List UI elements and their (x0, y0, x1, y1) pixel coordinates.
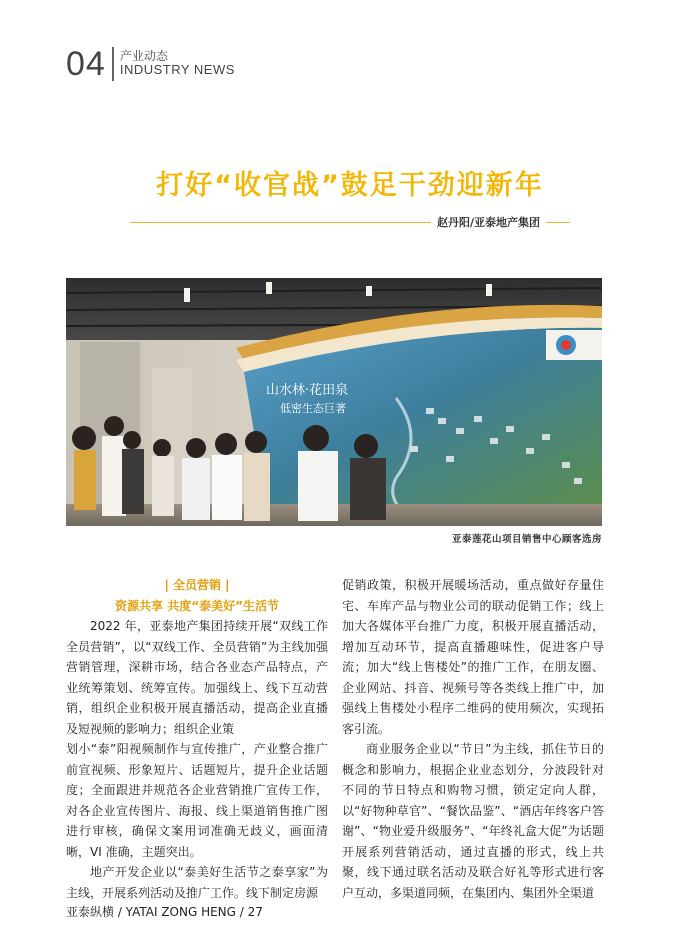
page-header (66, 44, 235, 84)
section-label-cn: 产业动态 (119, 48, 168, 63)
section-label (120, 50, 235, 79)
paragraph-2-continued: 促销政策，积极开展暖场活动，重点做好存量住宅、车库产品与物业公司的联动促销工作；线上加大各媒体平台推广力度，积极开展直播活动，增加互动环节，提高直播趣味性，促进客户导流；加大“线上售楼处”的推广工作，在朋友圈、企业网站、抖音、视频号等各类线上推广中，加强线上售楼处小程序二维码的使用频次，实现拓客引流。 (342, 578, 604, 736)
photo-caption: 亚泰莲花山项目销售中心顾客选房 (451, 534, 602, 545)
article-byline: 赵丹阳/亚泰地产集团 (436, 216, 540, 229)
header-divider (112, 47, 114, 81)
article-photo (66, 278, 602, 526)
page-footer: 亚泰纵横 / YATAI ZONG HENG / 27 (66, 905, 263, 919)
byline-row (130, 214, 570, 230)
article-title: 打好“收官战”鼓足干劲迎新年 (156, 170, 544, 201)
screen-subline: 低密生态巨著 (280, 402, 346, 415)
column-left (66, 575, 328, 903)
page-number: 04 (66, 45, 106, 83)
paragraph-3: 商业服务企业以“节日”为主线，抓住节日的概念和影响力，根据企业业态划分，分波段针对不同的节日特点和购物习惯，锁定定向人群，以“好物种草官”、“餐饮品鉴”、“酒店年终客户答谢”、“物业爱升级服务”、“年终礼盒大促”为话题开展系列营销活动，通过直播的形式，线上共聚，线下通过联名活动及联合好礼等形式进行客户互动，多渠道同频，在集团内、集团外全渠道 (342, 742, 604, 900)
byline-rule-left (130, 222, 431, 223)
paragraph-1: 2022 年，亚泰地产集团持续开展“双线工作全员营销”，以“双线工作、全员营销”为主线加强营销管理，深耕市场，结合各业态产品特点，产业统筹策划、统筹宣传。加强线上、线下互动营销，组织企业积极开展直播活动，提高企业直播及短视频的影响力；组织企业策 (66, 619, 328, 736)
screen-headline: 山水林·花田泉 (266, 383, 349, 398)
section-subheading: 资源共享 共度“泰美好”生活节 (115, 598, 279, 613)
byline-rule-right (546, 222, 570, 223)
section-heading: | 全员营销 | (164, 578, 230, 592)
paragraph-2: 地产开发企业以“泰美好生活节之泰享家”为主线，开展系列活动及推广工作。线下制定房源 (66, 865, 328, 900)
section-label-en: INDUSTRY NEWS (119, 62, 235, 78)
column-right (342, 575, 604, 903)
paragraph-1-continued: 划小“泰”阳视频制作与宣传推广，产业整合推广前宣视频、形象短片、话题短片，提升企业话题度；全面跟进并规范各企业营销推广宣传工作，对各企业宣传图片、海报、线上渠道销售推广图进行审核，确保文案用词准确无歧义，画面清晰，VI 准确，主题突出。 (66, 742, 328, 859)
